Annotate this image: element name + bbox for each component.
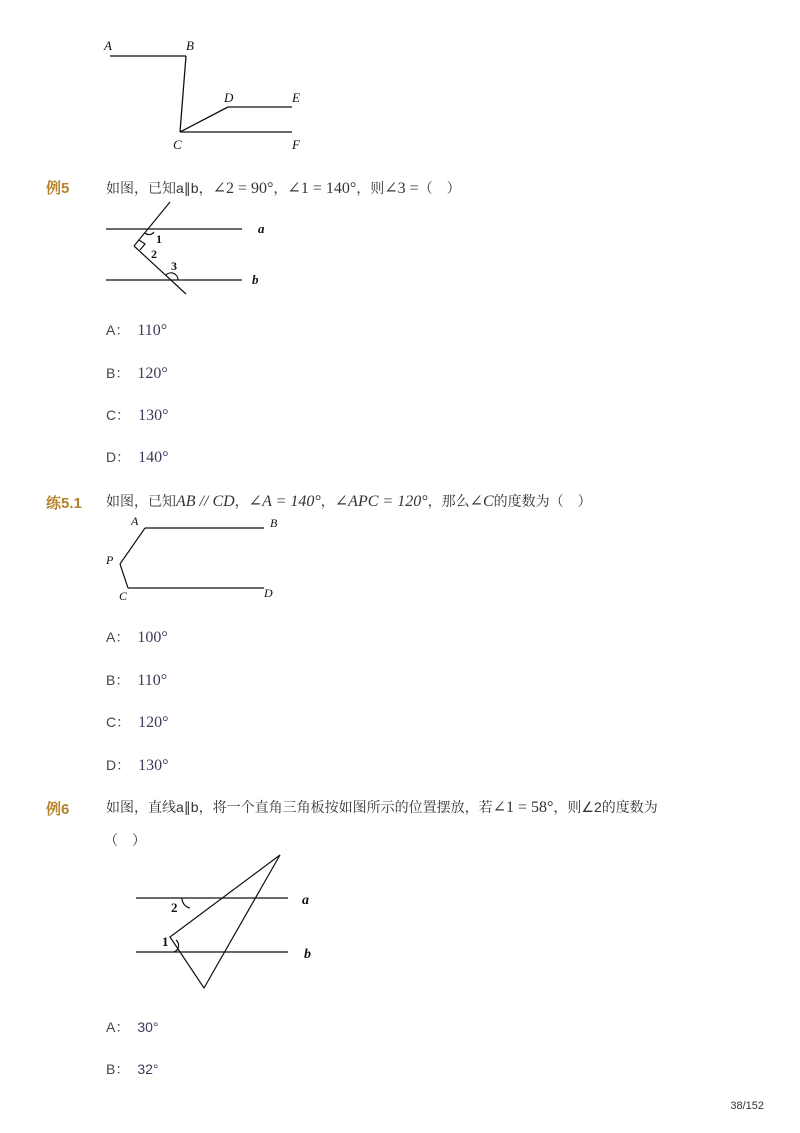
option-key: B： [106, 365, 130, 381]
question-text-part: ，则∠2的度数为 [553, 799, 658, 815]
question-text-part: 如图，已知 [106, 493, 176, 509]
option-d[interactable] [106, 755, 169, 775]
math-expression: ∠C [469, 493, 494, 510]
math-expression: ∠1 = 140° [287, 180, 357, 197]
option-key: A： [106, 629, 130, 645]
option-value: 130° [138, 757, 169, 774]
question-text-part: 的度数为（ ） [493, 493, 592, 509]
question-text-part: 如图，直线a∥b，将一个直角三角板按如图所示的位置摆放，若 [106, 799, 493, 815]
option-value: 120° [138, 714, 169, 731]
point-label-e: E [292, 90, 300, 105]
option-key: C： [106, 714, 131, 730]
point-label-d: D [264, 586, 273, 600]
option-value: 100° [137, 629, 168, 646]
question-text-part: ，则 [356, 180, 385, 196]
question-text-part: ， [273, 180, 288, 196]
point-label-f: F [292, 137, 300, 152]
option-key: D： [106, 449, 131, 465]
line-label-a: a [302, 893, 309, 908]
option-b[interactable] [106, 1059, 159, 1079]
point-label-p: P [106, 553, 114, 567]
point-label-c: C [173, 137, 182, 152]
question-text [106, 178, 461, 198]
option-value: 120° [137, 365, 168, 382]
page-number: 38/152 [730, 1100, 764, 1112]
point-label-c: C [119, 589, 128, 603]
math-expression: ∠A = 140° [248, 493, 321, 510]
option-key: B： [106, 672, 130, 688]
point-label-d: D [224, 90, 234, 105]
point-label-b: B [186, 38, 194, 53]
angle-label-1: 1 [162, 934, 169, 949]
line-label-b: b [252, 272, 259, 287]
question-text [106, 797, 658, 817]
line-label-b: b [304, 947, 311, 962]
option-value: 32° [137, 1061, 159, 1077]
option-a[interactable] [106, 1017, 159, 1037]
option-c[interactable] [106, 405, 169, 425]
point-label-a: A [131, 514, 139, 528]
option-value: 130° [138, 407, 169, 424]
option-b[interactable] [106, 670, 167, 690]
question-text-part: 如图，已知a∥b， [106, 180, 213, 196]
figure-abpcd [100, 512, 290, 604]
option-key: A： [106, 322, 130, 338]
option-c[interactable] [106, 712, 169, 732]
question-text-part: ， [234, 493, 249, 509]
question-text-part: ，那么 [427, 493, 470, 509]
math-expression: ∠APC = 120° [334, 493, 428, 510]
option-key: A： [106, 1019, 130, 1035]
answer-blank: （ ） [418, 180, 461, 196]
question-text-part: ， [320, 493, 335, 509]
option-a[interactable] [106, 627, 168, 647]
angle-label-1: 1 [156, 232, 162, 246]
option-d[interactable] [106, 447, 169, 467]
question-text [106, 491, 592, 511]
question-label: 练5.1 [46, 495, 82, 512]
option-key: C： [106, 407, 131, 423]
math-expression: ∠3 = [384, 180, 419, 197]
point-label-b: B [270, 516, 278, 530]
math-expression: ∠2 = 90° [212, 180, 274, 197]
question-label: 例6 [46, 801, 70, 818]
angle-label-2: 2 [171, 900, 178, 915]
option-value: 110° [137, 322, 168, 339]
option-key: D： [106, 757, 131, 773]
option-value: 30° [137, 1019, 159, 1035]
option-b[interactable] [106, 363, 168, 383]
figure-parallel-lines-angle [100, 200, 280, 298]
option-value: 110° [137, 672, 168, 689]
math-expression: AB // CD [176, 493, 235, 510]
figure-triangle-parallel-lines [130, 850, 330, 995]
option-key: B： [106, 1061, 130, 1077]
line-label-a: a [258, 221, 265, 236]
math-expression: ∠1 = 58° [492, 799, 554, 816]
option-a[interactable] [106, 320, 167, 340]
answer-blank: （ ） [104, 832, 146, 848]
question-label: 例5 [46, 180, 70, 197]
figure-abcdef [100, 30, 320, 155]
option-value: 140° [138, 449, 169, 466]
point-label-a: A [104, 38, 112, 53]
angle-label-2: 2 [151, 247, 157, 261]
angle-label-3: 3 [171, 259, 177, 273]
